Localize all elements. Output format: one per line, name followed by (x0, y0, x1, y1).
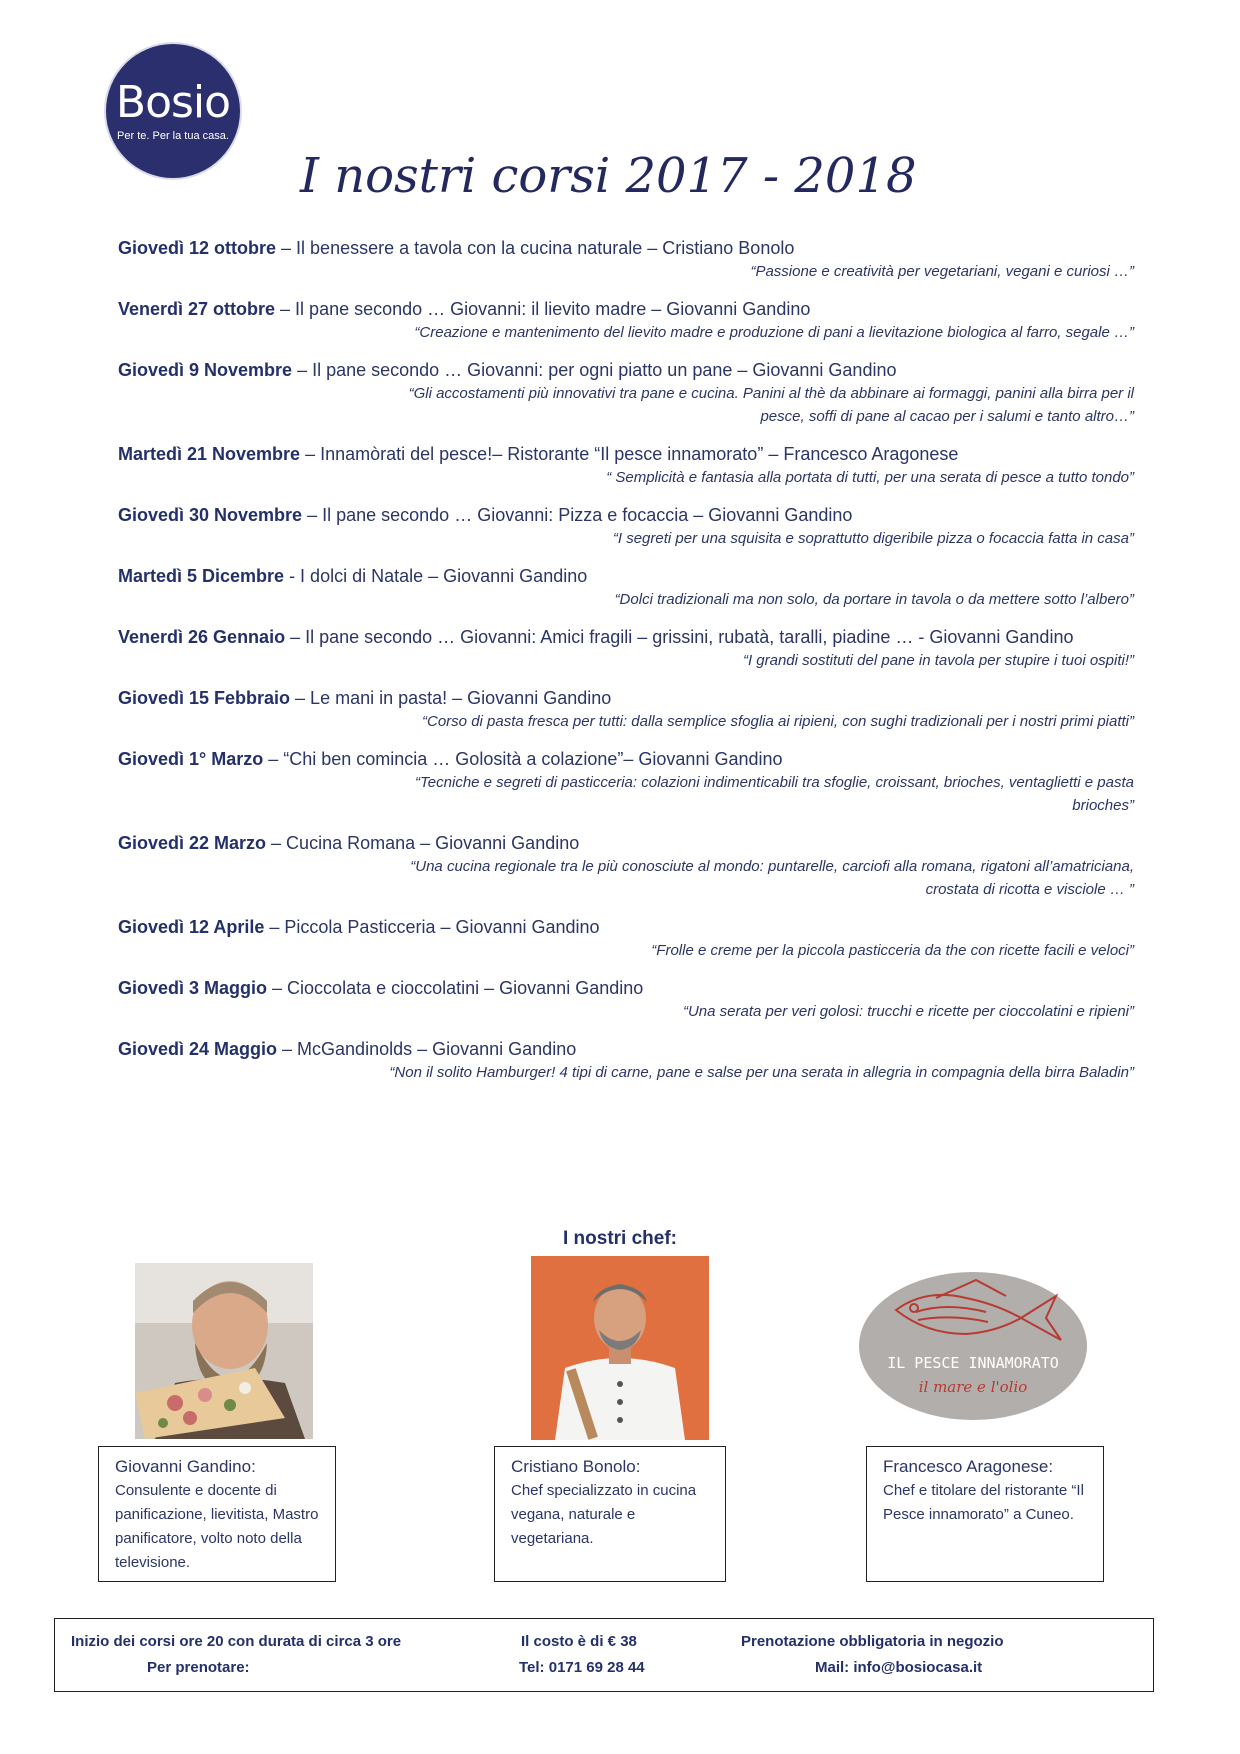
course-date: Venerdì 27 ottobre (118, 299, 276, 319)
list-item (118, 915, 1134, 962)
course-description: “Dolci tradizionali ma non solo, da portare in tavola o da mettere sotto l’albero” (614, 591, 1134, 608)
footer-book-label: Per prenotare: (147, 1659, 250, 1676)
course-description: “Gli accostamenti più innovativi tra pane e cucina. Panini al thè da abbinare ai formaggi, panini alla birra per il pesce, soffi di pane al cacao per i salumi e tanto altro…” (408, 385, 1134, 425)
chef-card-aragonese (866, 1446, 1104, 1582)
course-title: – Le mani in pasta! – Giovanni Gandino (290, 688, 612, 708)
chef-bio: Chef specializzato in cucina vegana, naturale e vegetariana. (511, 1482, 697, 1547)
chef-photo-gandino-graphic (135, 1263, 313, 1439)
course-list (118, 236, 1134, 1098)
course-description: “Una cucina regionale tra le più conosciute al mondo: puntarelle, carciofi alla romana, rigatoni all’amatriciana, crostata di ricotta e visciole … ” (410, 858, 1134, 898)
course-description: “I grandi sostituti del pane in tavola per stupire i tuoi ospiti!” (742, 652, 1134, 669)
list-item (118, 747, 1134, 817)
footer-reservation: Prenotazione obbligatoria in negozio (741, 1633, 1004, 1650)
course-heading (118, 1037, 1134, 1061)
chef-bio: Chef e titolare del ristorante “Il Pesce innamorato” a Cuneo. (883, 1482, 1084, 1523)
chef-bio: Consulente e docente di panificazione, lievitista, Mastro panificatore, volto noto della televisione. (115, 1482, 319, 1571)
course-heading (118, 503, 1134, 527)
restaurant-logo (856, 1268, 1090, 1424)
list-item (118, 358, 1134, 428)
course-description: “Non il solito Hamburger! 4 tipi di carne, pane e salse per una serata in allegria in compagnia della birra Baladin” (389, 1064, 1134, 1081)
list-item (118, 442, 1134, 489)
course-description: “Creazione e mantenimento del lievito madre e produzione di pani a lievitazione biologica al farro, segale …” (414, 324, 1134, 341)
page-title: I nostri corsi 2017 - 2018 (300, 148, 917, 204)
course-description: “ Semplicità e fantasia alla portata di tutti, per una serata di pesce a tutto tondo” (606, 469, 1134, 486)
chef-card-gandino (98, 1446, 336, 1582)
chef-name: Francesco Aragonese: (883, 1457, 1054, 1476)
chef-photo-gandino (135, 1263, 313, 1439)
course-date: Giovedì 12 Aprile (118, 917, 265, 937)
course-date: Giovedì 9 Novembre (118, 360, 293, 380)
course-heading (118, 236, 1134, 260)
course-title: – Il benessere a tavola con la cucina naturale – Cristiano Bonolo (276, 238, 795, 258)
chef-photo-bonolo (531, 1256, 709, 1440)
course-title: – Il pane secondo … Giovanni: Pizza e focaccia – Giovanni Gandino (302, 505, 853, 525)
list-item (118, 831, 1134, 901)
list-item (118, 625, 1134, 672)
footer-email: Mail: info@bosiocasa.it (815, 1659, 983, 1676)
course-heading (118, 976, 1134, 1000)
restaurant-logo-line2: il mare e l'olio (918, 1378, 1028, 1396)
course-title: – Il pane secondo … Giovanni: il lievito madre – Giovanni Gandino (275, 299, 811, 319)
bosio-logo (106, 44, 240, 178)
list-item (118, 503, 1134, 550)
list-item (118, 1037, 1134, 1084)
chef-card-bonolo (494, 1446, 726, 1582)
course-date: Giovedì 30 Novembre (118, 505, 303, 525)
chefs-heading: I nostri chef: (562, 1228, 677, 1249)
course-date: Martedì 5 Dicembre (118, 566, 285, 586)
chef-name: Cristiano Bonolo: (511, 1457, 641, 1476)
list-item (118, 236, 1134, 283)
course-title: – Piccola Pasticceria – Giovanni Gandino (264, 917, 600, 937)
course-heading (118, 831, 1134, 855)
restaurant-logo-graphic (856, 1268, 1090, 1424)
course-description: “Tecniche e segreti di pasticceria: colazioni indimenticabili tra sfoglie, croissant, brioches, ventaglietti e pasta brioches” (415, 774, 1134, 814)
course-description: “Corso di pasta fresca per tutti: dalla semplice sfoglia ai ripieni, con sughi tradizionali per i nostri primi piatti” (422, 713, 1134, 730)
course-title: – Cioccolata e cioccolatini – Giovanni Gandino (267, 978, 644, 998)
logo-tagline: Per te. Per la tua casa. (117, 130, 229, 142)
list-item (118, 564, 1134, 611)
logo-name: Bosio (115, 77, 231, 128)
footer-cost: Il costo è di € 38 (521, 1633, 637, 1650)
course-date: Giovedì 24 Maggio (118, 1039, 278, 1059)
course-heading (118, 686, 1134, 710)
restaurant-logo-line1: IL PESCE INNAMORATO (887, 1354, 1059, 1372)
list-item (118, 976, 1134, 1023)
course-date: Venerdì 26 Gennaio (118, 627, 286, 647)
footer-start-time: Inizio dei corsi ore 20 con durata di circa 3 ore (71, 1633, 402, 1650)
course-description: “I segreti per una squisita e soprattutto digeribile pizza o focaccia fatta in casa” (612, 530, 1134, 547)
chef-name: Giovanni Gandino: (115, 1457, 256, 1476)
course-heading (118, 442, 1134, 466)
course-title: – Il pane secondo … Giovanni: Amici fragili – grissini, rubatà, taralli, piadine … - Giovanni Gandino (285, 627, 1074, 647)
course-title: – Il pane secondo … Giovanni: per ogni piatto un pane – Giovanni Gandino (292, 360, 897, 380)
course-title: – McGandinolds – Giovanni Gandino (277, 1039, 577, 1059)
course-description: “Passione e creatività per vegetariani, vegani e curiosi …” (750, 263, 1134, 280)
course-date: Giovedì 1° Marzo (118, 749, 264, 769)
course-date: Giovedì 3 Maggio (118, 978, 268, 998)
list-item (118, 686, 1134, 733)
course-heading (118, 358, 1134, 382)
course-heading (118, 625, 1134, 649)
course-date: Giovedì 12 ottobre (118, 238, 277, 258)
footer-phone: Tel: 0171 69 28 44 (519, 1659, 645, 1676)
course-date: Martedì 21 Novembre (118, 444, 301, 464)
course-heading (118, 747, 1134, 771)
course-title: - I dolci di Natale – Giovanni Gandino (284, 566, 588, 586)
course-description: “Una serata per veri golosi: trucchi e ricette per cioccolatini e ripieni” (682, 1003, 1134, 1020)
list-item (118, 297, 1134, 344)
course-heading (118, 564, 1134, 588)
course-title: – Cucina Romana – Giovanni Gandino (266, 833, 580, 853)
course-description: “Frolle e creme per la piccola pasticceria da the con ricette facili e veloci” (651, 942, 1134, 959)
chef-photo-bonolo-graphic (531, 1256, 709, 1440)
course-title: – “Chi ben comincia … Golosità a colazione”– Giovanni Gandino (263, 749, 783, 769)
course-date: Giovedì 15 Febbraio (118, 688, 291, 708)
course-title: – Innamòrati del pesce!– Ristorante “Il pesce innamorato” – Francesco Aragonese (300, 444, 959, 464)
course-heading (118, 297, 1134, 321)
course-date: Giovedì 22 Marzo (118, 833, 267, 853)
footer-info-box (54, 1618, 1154, 1692)
course-heading (118, 915, 1134, 939)
